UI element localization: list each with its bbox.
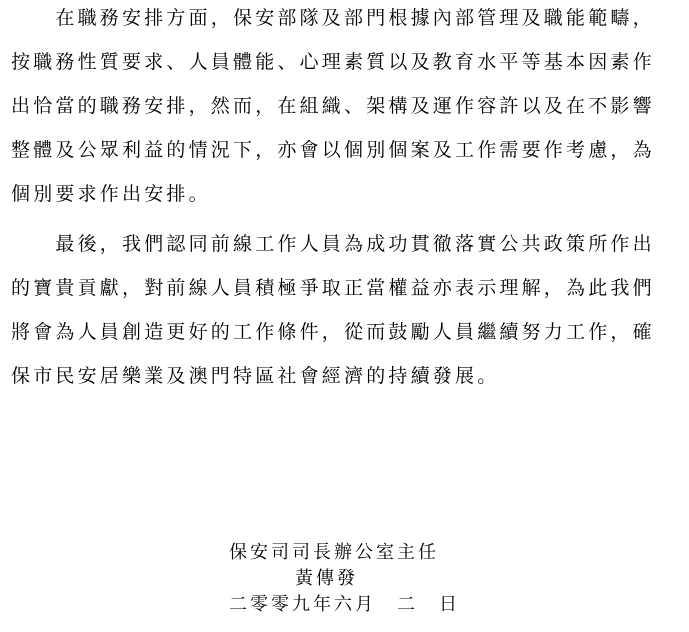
paragraph-1-line-5: 個別要求作出安排。: [11, 183, 211, 205]
signature-name: 黃傳發: [295, 568, 358, 589]
signature-date: 二零零九年六月 二 日: [229, 594, 460, 615]
paragraph-2-line-1: 最後，我們認同前線工作人員為成功貫徹落實公共政策所作出: [11, 233, 655, 255]
paragraph-1-line-3: 出恰當的職務安排，然而，在組織、架構及運作容許以及在不影響: [11, 95, 655, 117]
paragraph-2-line-2: 的寶貴貢獻，對前線人員積極爭取正當權益亦表示理解，為此我們: [11, 277, 655, 299]
paragraph-1-line-2: 按職務性質要求、人員體能、心理素質以及教育水平等基本因素作: [11, 51, 655, 73]
paragraph-1-line-1: 在職務安排方面，保安部隊及部門根據內部管理及職能範疇，: [11, 7, 655, 29]
paragraph-1-line-4: 整體及公眾利益的情況下，亦會以個別個案及工作需要作考慮，為: [11, 139, 655, 161]
paragraph-2-line-4: 保市民安居樂業及澳門特區社會經濟的持續發展。: [11, 365, 500, 387]
signature-title: 保安司司長辦公室主任: [229, 542, 439, 563]
paragraph-2-line-3: 將會為人員創造更好的工作條件，從而鼓勵人員繼續努力工作，確: [11, 321, 655, 343]
